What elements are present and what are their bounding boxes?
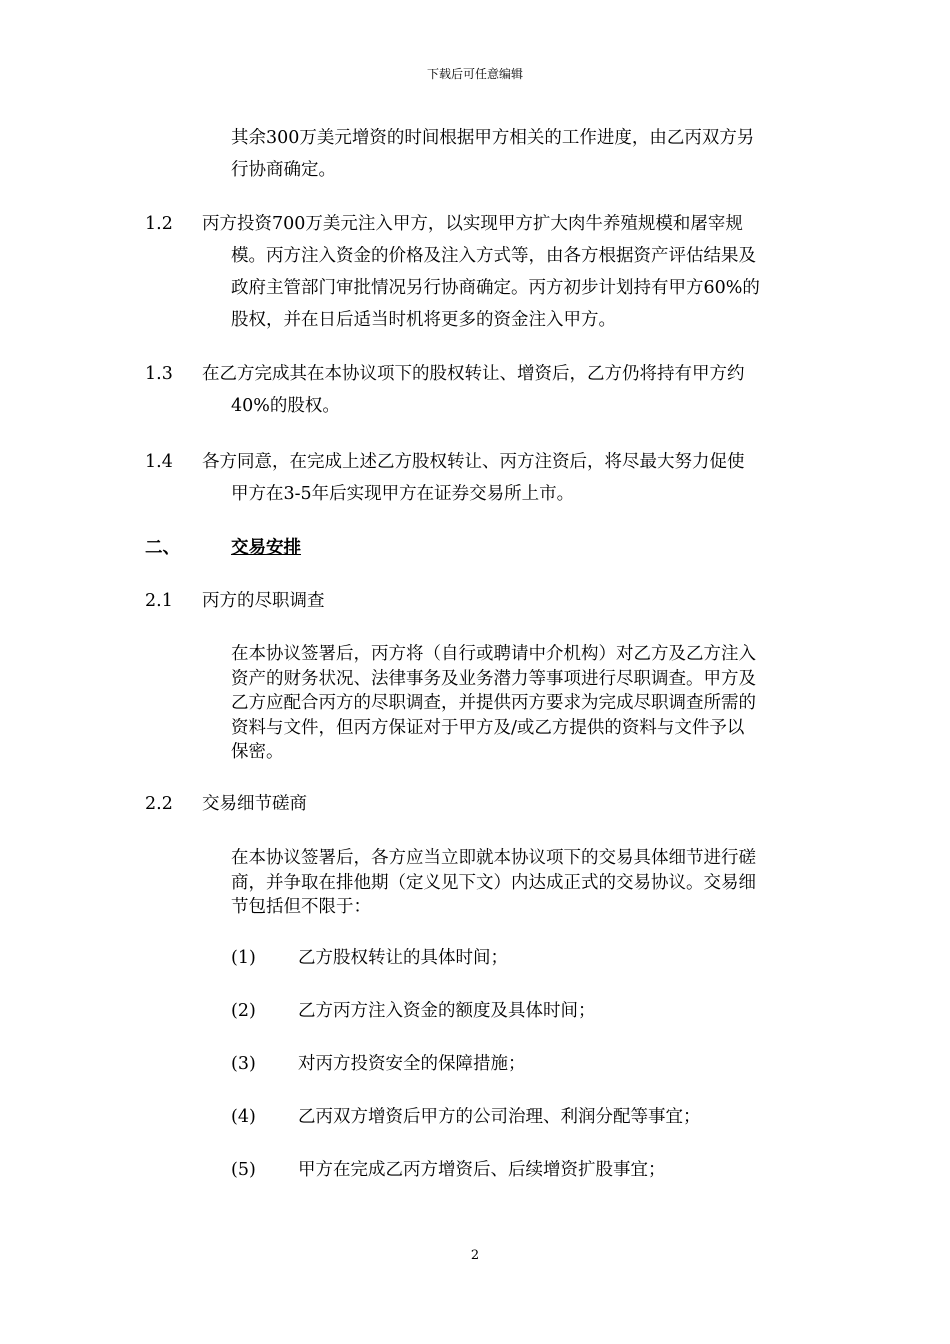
clause-paragraph <box>202 208 760 336</box>
clause-first-line: 在乙方完成其在本协议项下的股权转让、增资后，乙方仍将持有甲方约 <box>202 364 745 384</box>
clause-line: 模。丙方注入资金的价格及注入方式等，由各方根据资产评估结果及 <box>231 246 756 266</box>
page-header: 下载后可任意编辑 <box>426 67 523 81</box>
subsection-number: 2.1 <box>145 591 173 611</box>
list-item-text: 甲方在完成乙丙方增资后、后续增资扩股事宜； <box>298 1160 666 1180</box>
intro-line-1: 其余300万美元增资的时间根据甲方相关的工作进度，由乙丙双方另 <box>231 128 755 148</box>
body-line: 乙方应配合丙方的尽职调查，并提供丙方要求为完成尽职调查所需的 <box>231 693 756 713</box>
clause-first-line: 丙方投资700万美元注入甲方，以实现甲方扩大肉牛养殖规模和屠宰规 <box>202 214 743 234</box>
clause-line: 甲方在3-5年后实现甲方在证券交易所上市。 <box>231 484 575 504</box>
clause-paragraph <box>202 358 745 422</box>
list-item-number: (4) <box>231 1107 256 1127</box>
clause-first-line: 各方同意，在完成上述乙方股权转让、丙方注资后，将尽最大努力促使 <box>202 452 745 472</box>
subsection-body <box>231 846 756 920</box>
subsection-number: 2.2 <box>145 794 173 814</box>
clause-paragraph <box>202 446 745 510</box>
intro-line-2: 行协商确定。 <box>231 160 336 180</box>
list-item-number: (3) <box>231 1054 256 1074</box>
clause-number: 1.4 <box>145 452 173 472</box>
clause-line: 股权，并在日后适当时机将更多的资金注入甲方。 <box>231 310 616 330</box>
body-line: 资料与文件，但丙方保证对于甲方及/或乙方提供的资料与文件予以 <box>231 717 745 738</box>
intro-paragraph <box>231 122 754 186</box>
page-number: 2 <box>470 1248 480 1263</box>
body-line: 节包括但不限于： <box>231 897 371 917</box>
list-item-number: (2) <box>231 1001 256 1021</box>
body-line: 保密。 <box>231 742 284 762</box>
list-item-text: 乙方丙方注入资金的额度及具体时间； <box>298 1001 596 1021</box>
section-number: 二、 <box>145 538 180 558</box>
body-line: 在本协议签署后，各方应当立即就本协议项下的交易具体细节进行磋 <box>231 848 756 868</box>
section-title: 交易安排 <box>231 538 301 558</box>
body-line: 资产的财务状况、法律事务及业务潜力等事项进行尽职调查。甲方及 <box>231 668 756 689</box>
clause-number: 1.2 <box>145 214 173 234</box>
clause-line: 40%的股权。 <box>231 396 340 416</box>
list-item-number: (1) <box>231 948 256 968</box>
list-item-text: 乙方股权转让的具体时间； <box>298 948 508 968</box>
subsection-title: 丙方的尽职调查 <box>202 591 325 611</box>
body-line: 商，并争取在排他期（定义见下文）内达成正式的交易协议。交易细 <box>231 872 756 893</box>
body-line: 在本协议签署后，丙方将（自行或聘请中介机构）对乙方及乙方注入 <box>231 644 756 664</box>
list-item-text: 乙丙双方增资后甲方的公司治理、利润分配等事宜； <box>298 1107 701 1127</box>
clause-line: 政府主管部门审批情况另行协商确定。丙方初步计划持有甲方60%的 <box>231 278 760 298</box>
subsection-title: 交易细节磋商 <box>202 794 307 814</box>
list-item-number: (5) <box>231 1160 256 1180</box>
subsection-body <box>231 642 756 765</box>
list-item-text: 对丙方投资安全的保障措施； <box>298 1054 526 1074</box>
clause-number: 1.3 <box>145 364 173 384</box>
